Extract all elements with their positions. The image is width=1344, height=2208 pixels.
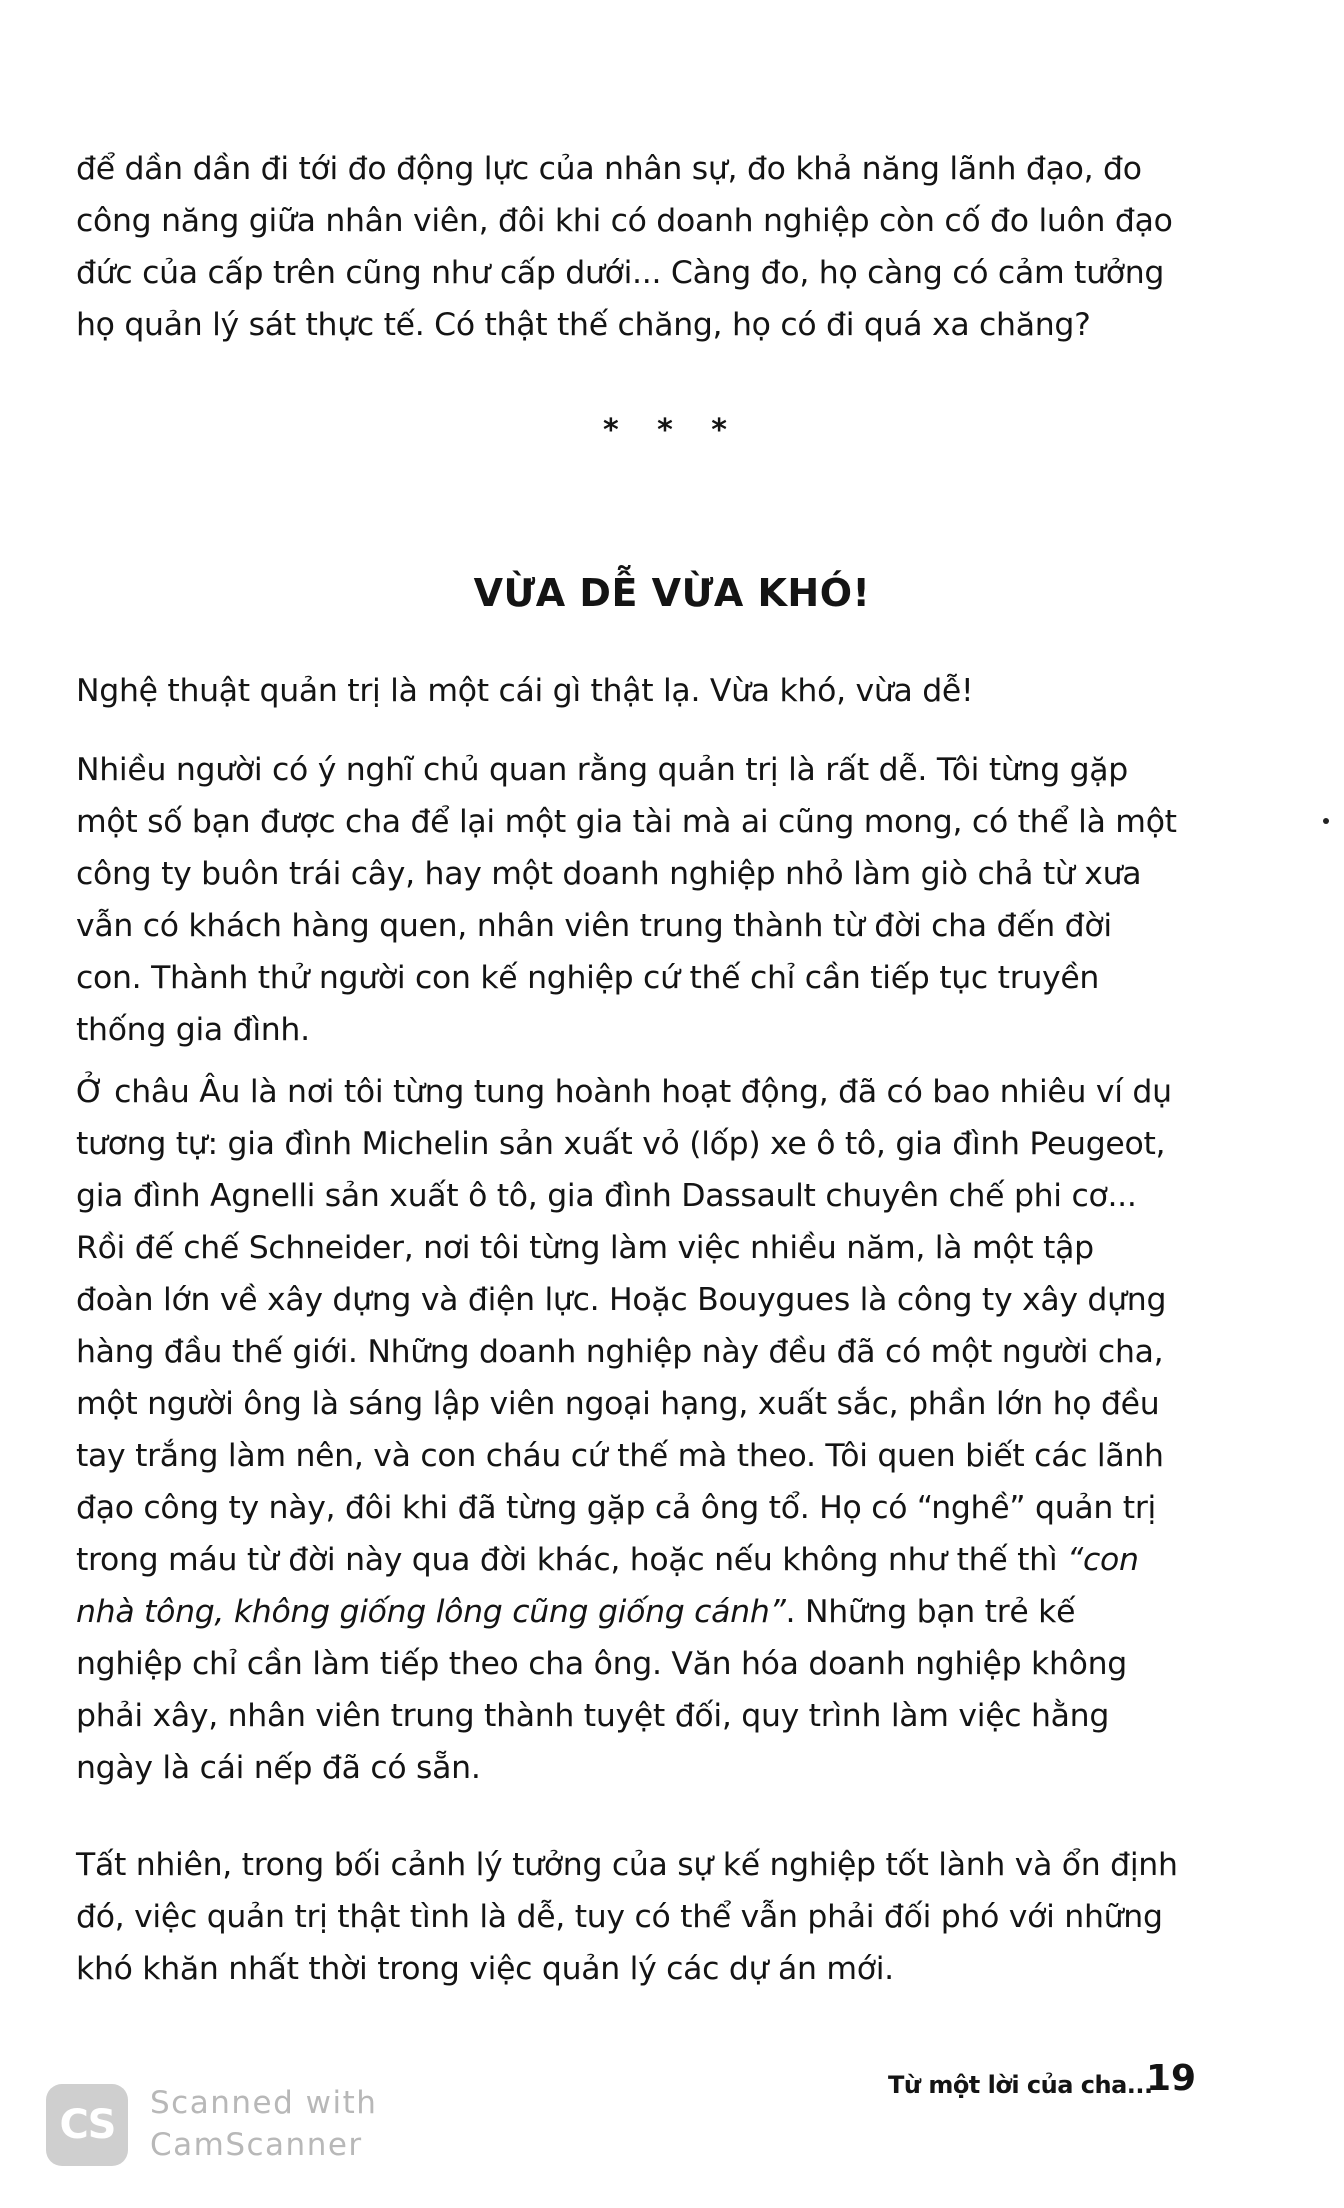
paragraph-conclusion: Tất nhiên, trong bối cảnh lý tưởng của sự kế nghiệp tốt lành và ổn định đó, việc quản trị thật tình là dễ, tuy có thể vẫn phải đối phó với những khó khăn nhất thời trong việc quản lý các dự án mới. [76,1847,1178,1987]
paragraph-inheritance: Nhiều người có ý nghĩ chủ quan rằng quản trị là rất dễ. Tôi từng gặp một số bạn được cha để lại một gia tài mà ai cũng mong, có thể là một công ty buôn trái cây, hay một doanh nghiệp nhỏ làm giò chả từ xưa vẫn có khách hàng quen, nhân viên trung thành từ đời cha đến đời con. Thành thử người con kế nghiệp cứ thế chỉ cần tiếp tục truyền thống gia đình. [76,752,1177,1048]
paragraph-europe-text-start: Ở châu Âu là nơi tôi từng tung hoành hoạt động, đã có bao nhiêu ví dụ tương tự: gia đình Michelin sản xuất vỏ (lốp) xe ô tô, gia đình Peugeot, gia đình Agnelli sản xuất ô tô, gia đình Dassault chuyên chế phi cơ... Rồi đế chế Schneider, nơi tôi từng làm việc nhiều năm, là một tập đoàn lớn về xây dựng và điện lực. Hoặc Bouygues là công ty xây dựng hàng đầu thế giới. Những doanh nghiệp này đều đã có một người cha, một người ông là sáng lập viên ngoại hạng, xuất sắc, phần lớn họ đều tay trắng làm nên, và con cháu cứ thế mà theo. Tôi quen biết các lãnh đạo công ty này, đôi khi đã từng gặp cả ông tổ. Họ có “nghề” quản trị trong máu từ đời này qua đời khác, hoặc nếu không như thế thì [76,1074,1172,1578]
paragraph-europe-examples [76,1066,1180,1794]
section-heading: VỪA DỄ VỪA KHÓ! [473,571,871,615]
proverb-quote: “con nhà tông, không giống lông cũng giống cánh” [76,1542,1139,1630]
running-footer-title: Từ một lời của cha... [888,2071,1153,2099]
watermark-text [150,2082,377,2166]
camscanner-watermark [46,2080,386,2170]
paragraph-europe-text-end: . Những bạn trẻ kế nghiệp chỉ cần làm tiếp theo cha ông. Văn hóa doanh nghiệp không phải xây, nhân viên trung thành tuyệt đối, quy trình làm việc hằng ngày là cái nếp đã có sẵn. [76,1594,1127,1786]
paragraph-continuation: để dần dần đi tới đo động lực của nhân sự, đo khả năng lãnh đạo, đo công năng giữa nhân viên, đôi khi có doanh nghiệp còn cố đo luôn đạo đức của cấp trên cũng như cấp dưới... Càng đo, họ càng có cảm tưởng họ quản lý sát thực tế. Có thật thế chăng, họ có đi quá xa chăng? [76,151,1173,343]
watermark-line-2: CamScanner [150,2127,363,2163]
camscanner-logo-text: CS [59,2102,115,2148]
camscanner-logo-icon [46,2084,128,2166]
watermark-line-1: Scanned with [150,2085,378,2121]
page-number: 19 [1146,2058,1197,2099]
section-separator: * * * [603,413,741,448]
paragraph-intro: Nghệ thuật quản trị là một cái gì thật lạ. Vừa khó, vừa dễ! [76,673,974,709]
scan-speck [1323,818,1329,824]
